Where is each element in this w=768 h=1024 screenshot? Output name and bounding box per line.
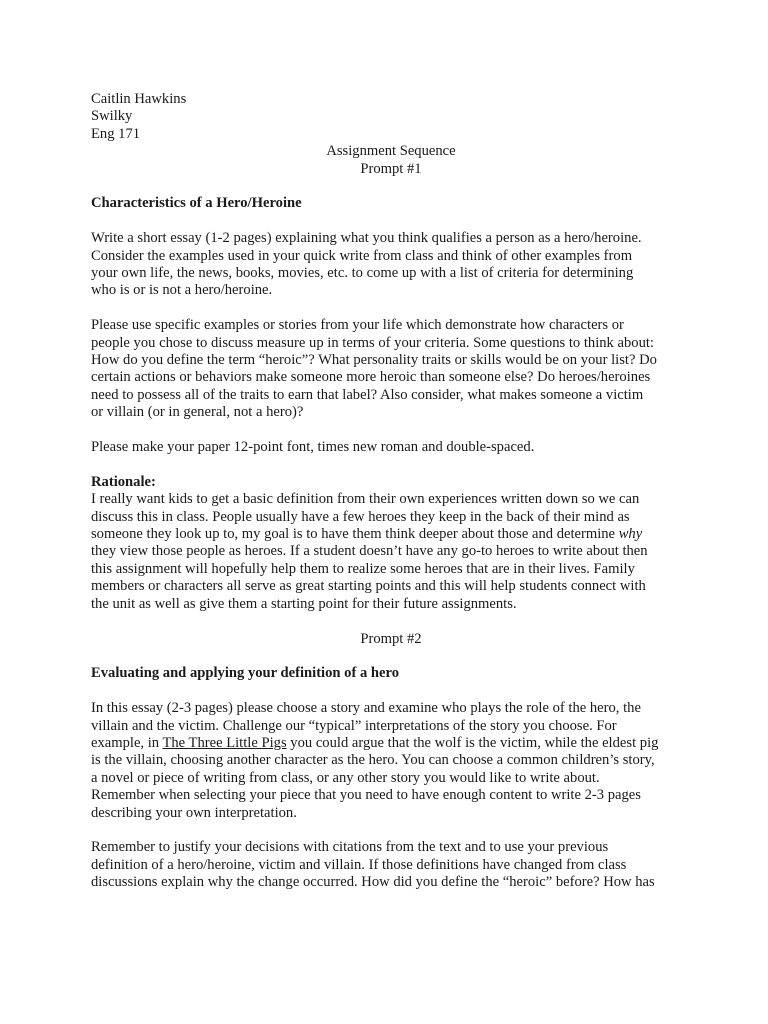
- document-title: Assignment Sequence: [326, 143, 456, 160]
- text-line: they view those people as heroes. If a student doesn’t have any go-to heroes to write about then: [91, 543, 648, 560]
- text-line: or villain (or in general, not a hero)?: [91, 404, 304, 421]
- text-line: [91, 735, 691, 752]
- text-line: a novel or piece of writing from class, or any other story you would like to write about.: [91, 769, 600, 786]
- course-name: Eng 171: [91, 125, 141, 142]
- text-line: Consider the examples used in your quick write from class and think of other examples from: [91, 247, 633, 264]
- emphasis-text: why: [618, 526, 643, 543]
- text-line: your own life, the news, books, movies, etc. to come up with a list of criteria for determining: [91, 265, 634, 282]
- text-line: certain actions or behaviors make someone more heroic than someone else? Do heroes/heroines: [91, 369, 651, 386]
- text-line: the unit as well as give them a starting point for their future assignments.: [91, 595, 517, 612]
- text-line: [91, 526, 691, 543]
- text-line: members or characters all serve as great starting points and this will help students connect with: [91, 578, 646, 595]
- text-line: people you chose to discuss measure up in terms of your criteria. Some questions to think about:: [91, 334, 654, 351]
- text-line: is the villain, choosing another character as the hero. You can choose a common children’s story,: [91, 752, 655, 769]
- text-run: example, in: [91, 734, 163, 751]
- text-line: this assignment will hopefully help them to realize some heroes that are in their lives. Family: [91, 560, 635, 577]
- text-line: who is or is not a hero/heroine.: [91, 282, 273, 299]
- prompt-1-paragraph-1: [91, 230, 691, 300]
- prompt-2-heading: Evaluating and applying your definition of a hero: [91, 665, 400, 682]
- prompt-1-label: Prompt #1: [360, 160, 422, 177]
- prompt-2-paragraph-2: [91, 839, 691, 891]
- text-line: discuss this in class. People usually have a few heroes they keep in the back of their mind as: [91, 508, 630, 525]
- text-line: Remember to justify your decisions with citations from the text and to use your previous: [91, 839, 609, 856]
- text-line: villain and the victim. Challenge our “typical” interpretations of the story you choose. For: [91, 717, 617, 734]
- text-line: describing your own interpretation.: [91, 804, 297, 821]
- rationale-heading: Rationale:: [91, 473, 156, 490]
- text-line: I really want kids to get a basic definition from their own experiences written down so we can: [91, 491, 640, 508]
- text-run: someone they look up to, my goal is to have them think deeper about those and determine: [91, 526, 619, 543]
- prompt-1-heading: Characteristics of a Hero/Heroine: [91, 195, 302, 212]
- text-line: Please use specific examples or stories from your life which demonstrate how characters or: [91, 317, 624, 334]
- text-line: discussions explain why the change occurred. How did you define the “heroic” before? How has: [91, 874, 655, 891]
- text-line: Write a short essay (1-2 pages) explaining what you think qualifies a person as a hero/heroine.: [91, 230, 642, 247]
- text-line: definition of a hero/heroine, victim and villain. If those definitions have changed from class: [91, 856, 627, 873]
- prompt-2-label: Prompt #2: [360, 630, 422, 647]
- document-page: [91, 91, 691, 892]
- story-title: The Three Little Pigs: [162, 734, 287, 751]
- prompt-1-paragraph-2: [91, 317, 691, 421]
- prompt-2-paragraph-1: [91, 700, 691, 822]
- text-line: How do you define the term “heroic”? What personality traits or skills would be on your list? Do: [91, 352, 657, 369]
- text-line: Remember when selecting your piece that you need to have enough content to write 2-3 pages: [91, 787, 641, 804]
- text-line: In this essay (2-3 pages) please choose a story and examine who plays the role of the hero, the: [91, 700, 641, 717]
- text-line: need to possess all of the traits to earn that label? Also consider, what makes someone a victim: [91, 386, 644, 403]
- text-run: you could argue that the wolf is the victim, while the eldest pig: [286, 734, 659, 751]
- instructor-name: Swilky: [91, 108, 133, 125]
- rationale-paragraph: [91, 491, 691, 613]
- formatting-instructions: Please make your paper 12-point font, times new roman and double-spaced.: [91, 439, 535, 456]
- author-name: Caitlin Hawkins: [91, 91, 187, 107]
